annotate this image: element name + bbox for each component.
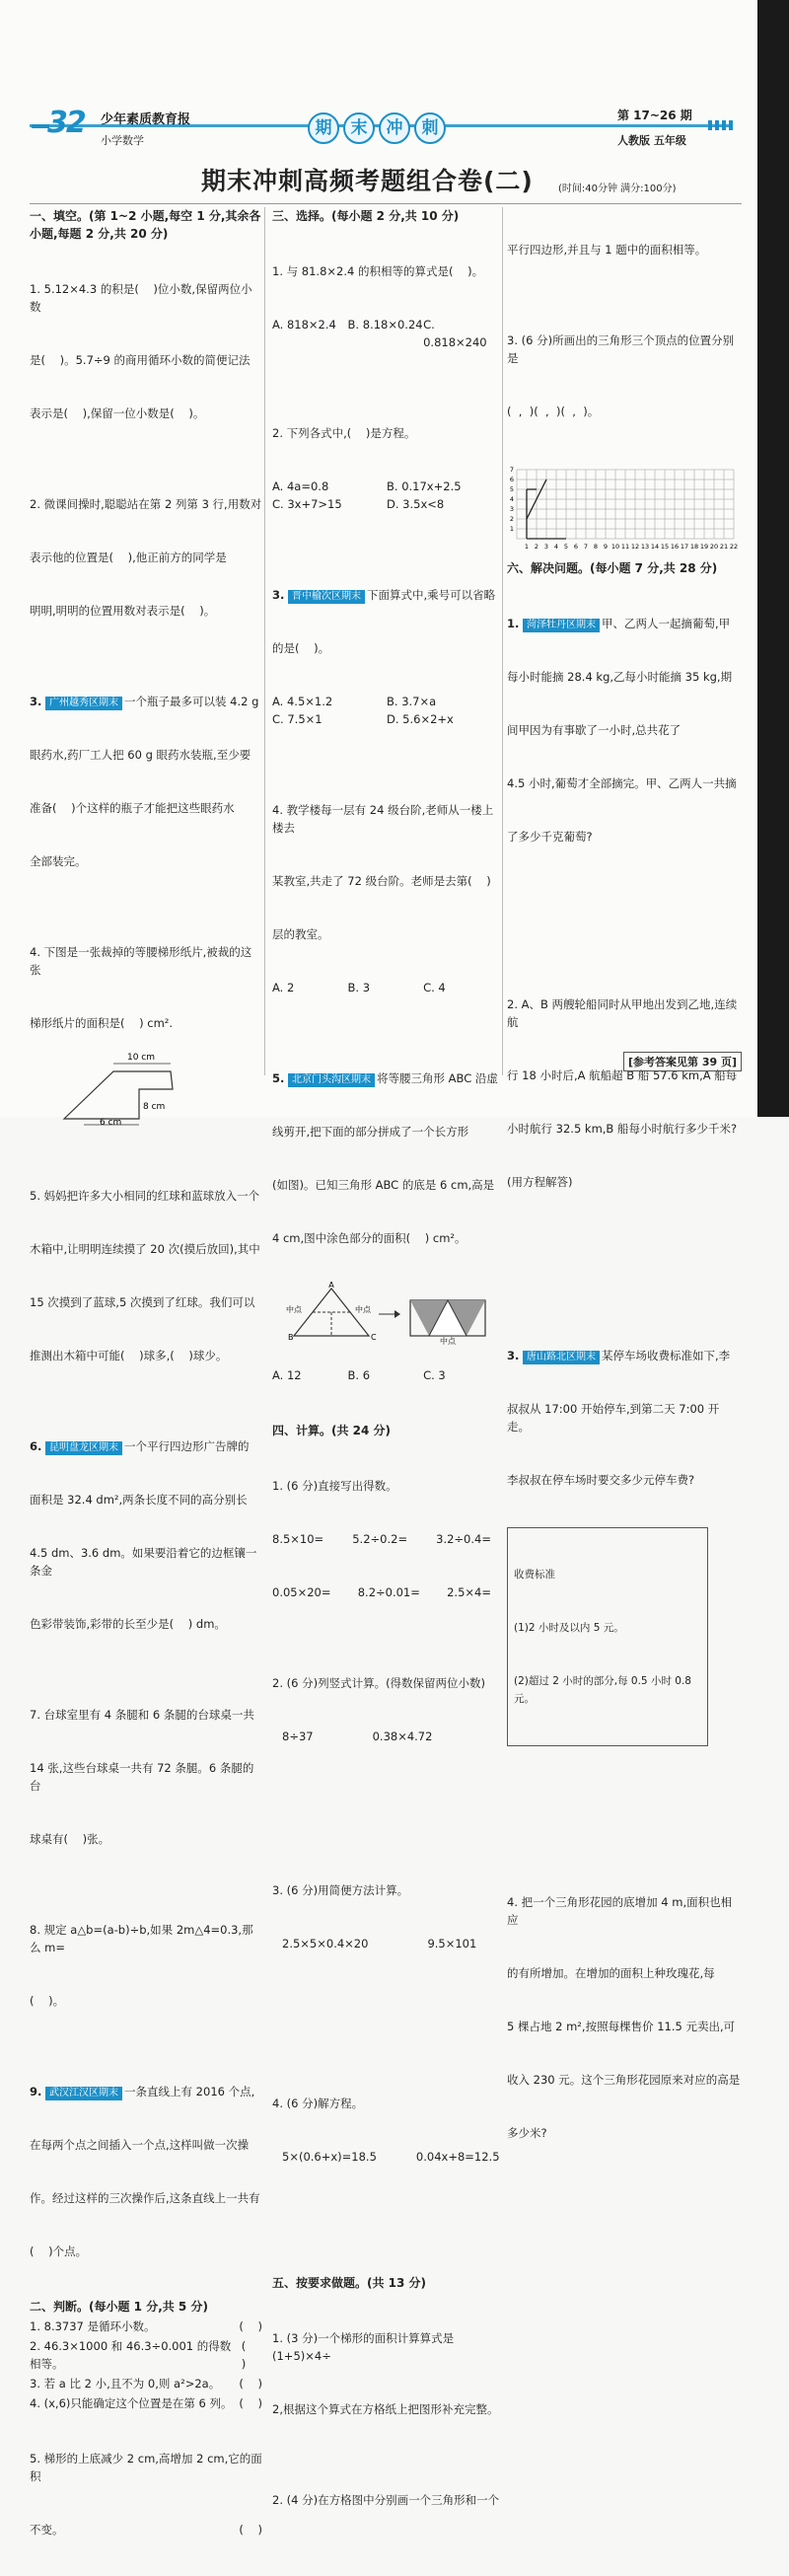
banner [308,112,446,144]
x-tick-label: 17 [680,543,689,551]
q-line: 2,根据这个算式在方格纸上把图形补充完整。 [272,2402,499,2416]
question-9: 9. 武汉江汉区期末 一条直线上有 2016 个点, 在每两个点之间插入一个点,这样叫做一次操 作。经过这样的三次操作后,这条直线上一共有 ( )个点。 [30,2047,262,2296]
option[interactable]: C. 7.5×1 [272,712,323,726]
calc-item: 0.38×4.72 [372,1730,433,1743]
q-line: 不变。 [30,2523,64,2537]
option[interactable]: C. 3x+7>15 [272,497,342,511]
q-line: 间甲因为有事歇了一小时,总共花了 [507,723,681,737]
question-6: 6. 昆明盘龙区期末 一个平行四边形广告牌的 面积是 32.4 dm²,两条长度不同的高分别长 4.5 dm、3.6 dm。如果要沿着它的边框镶一条金 色彩带装饰,彩带的长至少是( ) dm。 [30,1402,262,1668]
q-line: 线剪开,把下面的部分拼成了一个长方形 [272,1125,469,1139]
calc-item: 0.04x+8=12.5 [415,2150,500,2164]
x-tick-label: 4 [553,543,559,551]
section-calc: 四、计算。(共 24 分) [272,1424,392,1437]
judge-2 [30,2337,262,2373]
judge-1 [30,2318,262,2335]
q-line: ( )个点。 [30,2245,88,2258]
section-problems: 六、解决问题。(每小题 7 分,共 28 分) [507,561,718,575]
source-tag: 菏泽牡丹区期末 [523,619,600,632]
x-tick-label: 22 [729,543,739,551]
calc-item: 5×(0.6+x)=18.5 [282,2150,377,2164]
section-tasks: 五、按要求做题。(共 13 分) [272,2276,427,2290]
banner-char: 冲 [379,112,410,144]
q-line: 4. 教学楼每一层有 24 级台阶,老师从一楼上楼去 [272,803,494,835]
q-line: 梯形纸片的面积是( ) cm². [30,1016,174,1030]
fee-table [507,1527,708,1746]
answer-paren[interactable]: ( ) [241,2339,260,2371]
q-line: ( , )( , )( , )。 [507,405,600,418]
answer-paren[interactable]: ( ) [239,2377,262,2391]
top-rule [30,203,742,204]
q-line: 1. 与 81.8×2.4 的积相等的算式是( )。 [272,264,484,278]
q-line: 小时航行 32.5 km,B 船每小时航行多少千米? [507,1122,738,1136]
problem-3: 3. 唐山路北区期末 某停车场收费标准如下,李 叔叔从 17:00 开始停车,到第二天 7:00 开走。 李叔叔在停车场时要交多少元停车费? 收费标准 (1)2 小时及以内 5 元。 (2)超过 2 小时的部分,每 0.5 小时 0.8 元。 [507,1311,742,1785]
q-line: 一个瓶子最多可以装 4.2 g [124,695,259,708]
y-tick-label: 6 [509,476,514,483]
option[interactable]: A. 4.5×1.2 [272,695,333,708]
column-1 [30,205,262,2576]
q-line: (用方程解答) [507,1175,573,1189]
midpoint-label: 中点 [440,1337,456,1346]
scan-edge [757,0,789,1117]
q-line: 一条直线上有 2016 个点, [124,2085,255,2098]
option[interactable]: A. 2 [272,981,295,994]
option[interactable]: D. 5.6×2+x [387,712,454,726]
q-line: 准备( )个这样的瓶子才能把这些眼药水 [30,801,235,815]
issue-range: 第 17~26 期 [617,109,692,122]
q-line: 作。经过这样的三次操作后,这条直线上一共有 [30,2191,260,2205]
fee-rule: (2)超过 2 小时的部分,每 0.5 小时 0.8 元。 [514,1675,695,1705]
answer-paren[interactable]: ( ) [239,2396,262,2410]
header-stripes [708,120,736,130]
q-line: 4.5 dm、3.6 dm。如果要沿着它的边框镶一条金 [30,1546,257,1578]
q-line: 2. 下列各式中,( )是方程。 [272,426,416,440]
column-divider [502,207,503,1075]
x-tick-label: 18 [689,543,699,551]
title-note: (时间:40分钟 满分:100分) [558,184,677,194]
question-8 [30,1885,262,2045]
q-line: 2. (6 分)列竖式计算。(得数保留两位小数) [272,1676,486,1690]
q-line: 4. (x,6)只能确定这个位置是在第 6 列。 [30,2396,233,2410]
q-line: 平行四边形,并且与 1 题中的面积相等。 [507,243,707,257]
vertex-B: B [288,1333,294,1342]
q-line: 3. 若 a 比 2 小,且不为 0,则 a²>2a。 [30,2377,221,2391]
q-line: 2. 微课间操时,聪聪站在第 2 列第 3 行,用数对 [30,497,262,511]
q-line: 球桌有( )张。 [30,1832,110,1846]
source-tag: 晋中榆次区期末 [288,590,365,604]
q-line: 1. 5.12×4.3 的积是( )位小数,保留两位小数 [30,282,252,314]
q-line: 的有所增加。在增加的面积上种玫瑰花,每 [507,1966,715,1980]
question-2 [30,460,262,655]
x-tick-label: 9 [603,543,609,551]
x-tick-label: 21 [719,543,729,551]
option[interactable]: C. 0.818×240 [423,318,487,349]
answer-paren[interactable]: ( ) [239,2523,262,2537]
option[interactable]: A. 12 [272,1368,302,1382]
banner-char: 末 [343,112,375,144]
q-line: 收入 230 元。这个三角形花园原来对应的高是 [507,2073,741,2087]
x-tick-label: 20 [709,543,719,551]
source-tag: 唐山路北区期末 [523,1351,600,1364]
x-tick-label: 8 [593,543,599,551]
calc-item: 2.5×4= [447,1585,491,1599]
problem-4 [507,1858,742,2177]
dim-mid: 8 cm [142,1102,165,1112]
option[interactable]: A. 818×2.4 [272,318,336,331]
judge-5 [30,2414,262,2574]
choice-3: 3. 晋中榆次区期末 下面算式中,乘号可以省略 的是( )。 A. 4.5×1.2 B. 3.7×a C. 7.5×1 D. 5.6×2+x [272,551,501,764]
q-line: 15 次摸到了蓝球,5 次摸到了红球。我们可以 [30,1295,255,1309]
q-line: 8. 规定 a△b=(a-b)÷b,如果 2m△4=0.3,那么 m= [30,1923,253,1954]
q-line: 某停车场收费标准如下,李 [602,1349,731,1362]
section-choice: 三、选择。(每小题 2 分,共 10 分) [272,209,460,223]
page-header [30,103,730,150]
q-line: 3. (6 分)用简便方法计算。 [272,1883,409,1897]
midpoint-label: 中点 [355,1305,371,1314]
x-tick-label: 14 [650,543,660,551]
problem-2 [507,960,742,1226]
column-divider [264,207,265,1075]
q-line: ( )。 [30,1994,65,2008]
q-line: 将等腰三角形 ABC 沿虚 [377,1071,498,1085]
question-7 [30,1670,262,1883]
x-tick-label: 15 [660,543,670,551]
q-line: 甲、乙两人一起摘葡萄,甲 [602,617,731,630]
y-tick-label: 7 [509,466,514,474]
option[interactable]: B. 6 [347,1368,371,1382]
choice-5: 5. 北京门头沟区期末 将等腰三角形 ABC 沿虚 线剪开,把下面的部分拼成了一个长方形 (如图)。已知三角形 ABC 的底是 6 cm,高是 4 cm,图中涂色部分的面积( ) cm²。 A B C 中点 中点 中点 A. 12 B. 6 C. 3 [272,1034,501,1420]
q-line: 4. 下图是一张裁掉的等腰梯形纸片,被裁的这张 [30,945,252,977]
q-line: 了多少千克葡萄? [507,830,593,844]
x-tick-label: 6 [573,543,579,551]
x-tick-label: 2 [534,543,539,551]
q-line: 2. A、B 两艘轮船同时从甲地出发到乙地,连续航 [507,997,738,1029]
option[interactable]: C. 4 [423,981,446,994]
q-line: 行 18 小时后,A 航船超 B 船 57.6 km,A 船每 [507,1068,738,1082]
page-number: 32 [47,106,85,140]
answer-paren[interactable]: ( ) [239,2319,262,2333]
q-line: 某教室,共走了 72 级台阶。老师是去第( ) [272,874,491,888]
trapezoid-figure [44,1050,192,1127]
q-line: 4 cm,图中涂色部分的面积( ) cm²。 [272,1231,466,1245]
question-1 [30,245,262,458]
q-line: 下面算式中,乘号可以省略 [367,588,496,602]
calc-3 [272,1846,501,1988]
q-line: 7. 台球室里有 4 条腿和 6 条腿的台球桌一共 [30,1708,254,1722]
q-line: 明明,明明的位置用数对表示是( )。 [30,604,216,618]
x-tick-label: 3 [543,543,549,551]
task-2 [272,2456,501,2544]
q-line: 1. (6 分)直接写出得数。 [272,1479,397,1493]
newspaper-subject: 小学数学 [101,134,144,147]
calc-item: 9.5×101 [427,1937,477,1950]
task-2-cont [507,205,742,294]
calc-item: 8.5×10= [272,1532,324,1546]
judge-3 [30,2375,262,2392]
x-tick-label: 12 [630,543,640,551]
question-3: 3. 广州越秀区期末 一个瓶子最多可以装 4.2 g 眼药水,药厂工人把 60 g 眼药水装瓶,至少要 准备( )个这样的瓶子才能把这些眼药水 全部装完。 [30,657,262,906]
source-tag: 北京门头沟区期末 [288,1073,375,1087]
q-line: 每小时能摘 28.4 kg,乙每小时能摘 35 kg,期 [507,670,733,684]
option[interactable]: B. 0.17x+2.5 [387,479,462,493]
calc-item: 0.05×20= [272,1585,331,1599]
x-tick-label: 10 [610,543,620,551]
calc-2 [272,1639,501,1781]
fee-title: 收费标准 [514,1569,555,1581]
source-tag: 武汉江汉区期末 [45,2087,122,2100]
calc-4 [272,2059,501,2201]
q-line: 2. (4 分)在方格图中分别画一个三角形和一个 [272,2493,500,2507]
q-line: 5 棵占地 2 m²,按照每棵售价 11.5 元卖出,可 [507,2020,736,2033]
dim-top: 10 cm [126,1053,155,1063]
column-3 [507,205,742,2179]
fee-rule: (1)2 小时及以内 5 元。 [514,1622,624,1634]
answer-reference: [参考答案见第 39 页] [623,1052,742,1071]
banner-char: 刺 [414,112,446,144]
q-line: 14 张,这些台球桌一共有 72 条腿。6 条腿的台 [30,1761,254,1793]
q-line: 5. 梯形的上底减少 2 cm,高增加 2 cm,它的面积 [30,2452,262,2483]
x-tick-label: 7 [583,543,589,551]
x-tick-label: 13 [640,543,650,551]
edition: 人教版 五年级 [617,134,686,147]
option[interactable]: A. 4a=0.8 [272,479,329,493]
option[interactable]: B. 8.18×0.24 [347,318,423,331]
x-tick-label: 5 [563,543,569,551]
newspaper-name: 少年素质教育报 [101,112,191,127]
y-tick-label: 2 [509,515,514,523]
q-line: 2. 46.3×1000 和 46.3÷0.001 的得数相等。 [30,2339,232,2371]
q-line: 全部装完。 [30,854,87,868]
q-line: (如图)。已知三角形 ABC 的底是 6 cm,高是 [272,1178,495,1192]
y-tick-label: 4 [509,495,514,503]
y-tick-label: 3 [509,505,514,513]
q-line: 推测出木箱中可能( )球多,( )球少。 [30,1349,228,1362]
q-line: 3. (6 分)所画出的三角形三个顶点的位置分别是 [507,333,735,365]
y-tick-label: 5 [509,485,514,493]
q-line: 色彩带装饰,彩带的长至少是( ) dm。 [30,1617,226,1631]
question-5 [30,1151,262,1400]
task-1 [272,2294,501,2454]
choice-1 [272,227,501,387]
q-line: 4.5 小时,葡萄才全部摘完。甲、乙两人一共摘 [507,776,737,790]
q-line: 1. (3 分)一个梯形的面积计算算式是(1+5)×4÷ [272,2331,455,2363]
q-line: 表示他的位置是( ),他正前方的同学是 [30,551,227,564]
midpoint-label: 中点 [286,1305,302,1314]
q-line: 面积是 32.4 dm²,两条长度不同的高分别长 [30,1493,248,1507]
calc-item: 8.2÷0.01= [357,1585,420,1599]
q-line: 叔叔从 17:00 开始停车,到第二天 7:00 开走。 [507,1402,720,1434]
calc-item: 2.5×5×0.4×20 [282,1937,369,1950]
choice-4 [272,766,501,1032]
option[interactable]: D. 3.5x<8 [387,497,445,511]
task-3 [507,296,742,456]
question-4 [30,908,262,1149]
q-line: 1. 8.3737 是循环小数。 [30,2319,156,2333]
calc-item: 5.2÷0.2= [352,1532,408,1546]
coordinate-grid[interactable] [507,458,742,552]
problem-1: 1. 菏泽牡丹区期末 甲、乙两人一起摘葡萄,甲 每小时能摘 28.4 kg,乙每小时能摘 35 kg,期 间甲因为有事歇了一小时,总共花了 4.5 小时,葡萄才全部摘完。甲、乙两人一共摘 了多少千克葡萄? [507,579,742,881]
vertex-C: C [371,1333,377,1342]
y-tick-label: 1 [509,525,514,533]
section-fill-blank: 一、填空。(第 1~2 小题,每空 1 分,其余各小题,每题 2 分,共 20 分) [30,209,261,241]
q-line: 一个平行四边形广告牌的 [124,1439,250,1453]
source-tag: 昆明盘龙区期末 [45,1441,122,1455]
q-line: 表示是( ),保留一位小数是( )。 [30,406,205,420]
choice-2 [272,389,501,549]
option[interactable]: B. 3 [347,981,371,994]
source-tag: 广州越秀区期末 [45,697,122,710]
q-line: 的是( )。 [272,641,330,655]
option[interactable]: C. 3 [423,1368,446,1382]
calc-item: 8÷37 [282,1730,314,1743]
calc-1 [272,1441,501,1637]
q-line: 木箱中,让明明连续摸了 20 次(摸后放回),其中 [30,1242,260,1256]
banner-char: 期 [308,112,339,144]
x-tick-label: 19 [699,543,709,551]
q-line: 多少米? [507,2126,547,2140]
triangle-figure [272,1283,493,1344]
q-line: 层的教室。 [272,927,329,941]
q-line: 4. 把一个三角形花园的底增加 4 m,面积也相应 [507,1895,733,1927]
page-title: 期末冲刺高频考题组合卷(二) [201,167,534,195]
q-line: 在每两个点之间插入一个点,这样叫做一次操 [30,2138,250,2152]
dim-bottom: 6 cm [99,1118,121,1128]
x-tick-label: 11 [620,543,630,551]
q-line: 是( )。5.7÷9 的商用循环小数的简便记法 [30,353,251,367]
q-line: 4. (6 分)解方程。 [272,2097,364,2110]
calc-item: 3.2÷0.4= [436,1532,491,1546]
section-judge: 二、判断。(每小题 1 分,共 5 分) [30,2300,208,2314]
column-2 [272,205,501,2546]
q-line: 李叔叔在停车场时要交多少元停车费? [507,1473,695,1487]
q-line: 眼药水,药厂工人把 60 g 眼药水装瓶,至少要 [30,748,251,762]
x-tick-label: 16 [670,543,680,551]
vertex-A: A [328,1281,334,1289]
option[interactable]: B. 3.7×a [387,695,437,708]
x-tick-label: 1 [524,543,530,551]
judge-4 [30,2394,262,2412]
q-line: 5. 妈妈把许多大小相同的红球和蓝球放入一个 [30,1189,260,1203]
